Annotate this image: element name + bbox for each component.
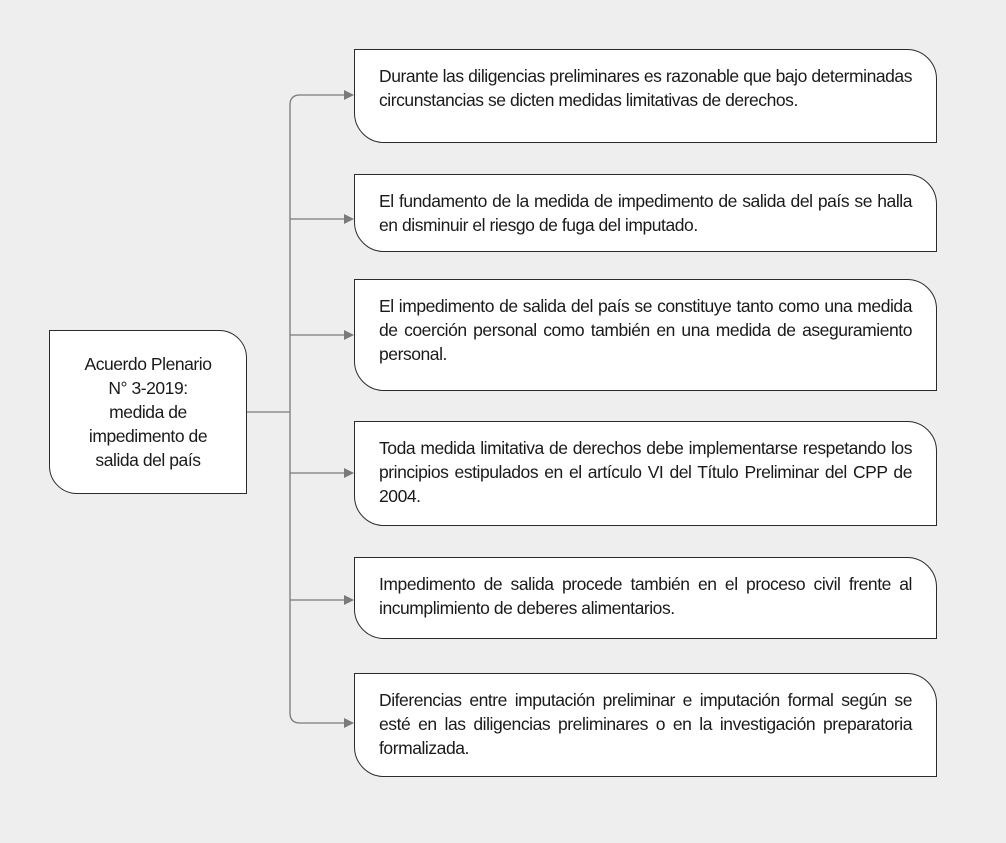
leaf-node-text: Impedimento de salida procede también en el proceso civil frente al incumplimiento de deberes alimentarios. [379, 574, 912, 618]
leaf-node-text: Durante las diligencias preliminares es razonable que bajo determinadas circunstancias se dicten medidas limitativas de derechos. [379, 66, 912, 110]
leaf-node-3 [354, 279, 937, 391]
leaf-node-text: Diferencias entre imputación preliminar e imputación formal según se esté en las diligencias preliminares o en la investigación preparatoria formalizada. [379, 690, 912, 758]
root-node-text: Acuerdo Plenario N° 3-2019: medida de impedimento de salida del país [84, 354, 212, 470]
leaf-node-text: El impedimento de salida del país se constituye tanto como una medida de coerción personal como también en una medida de aseguramiento personal. [379, 296, 912, 364]
leaf-node-text: Toda medida limitativa de derechos debe implementarse respetando los principios estipulados en el artículo VI del Título Preliminar del CPP de 2004. [379, 438, 912, 506]
leaf-node-6 [354, 673, 937, 777]
leaf-node-text: El fundamento de la medida de impedimento de salida del país se halla en disminuir el riesgo de fuga del imputado. [379, 191, 912, 235]
root-node [49, 330, 247, 494]
leaf-node-1 [354, 49, 937, 143]
branch-spine [290, 95, 300, 723]
leaf-node-5 [354, 557, 937, 639]
leaf-node-4 [354, 421, 937, 526]
leaf-node-2 [354, 174, 937, 252]
